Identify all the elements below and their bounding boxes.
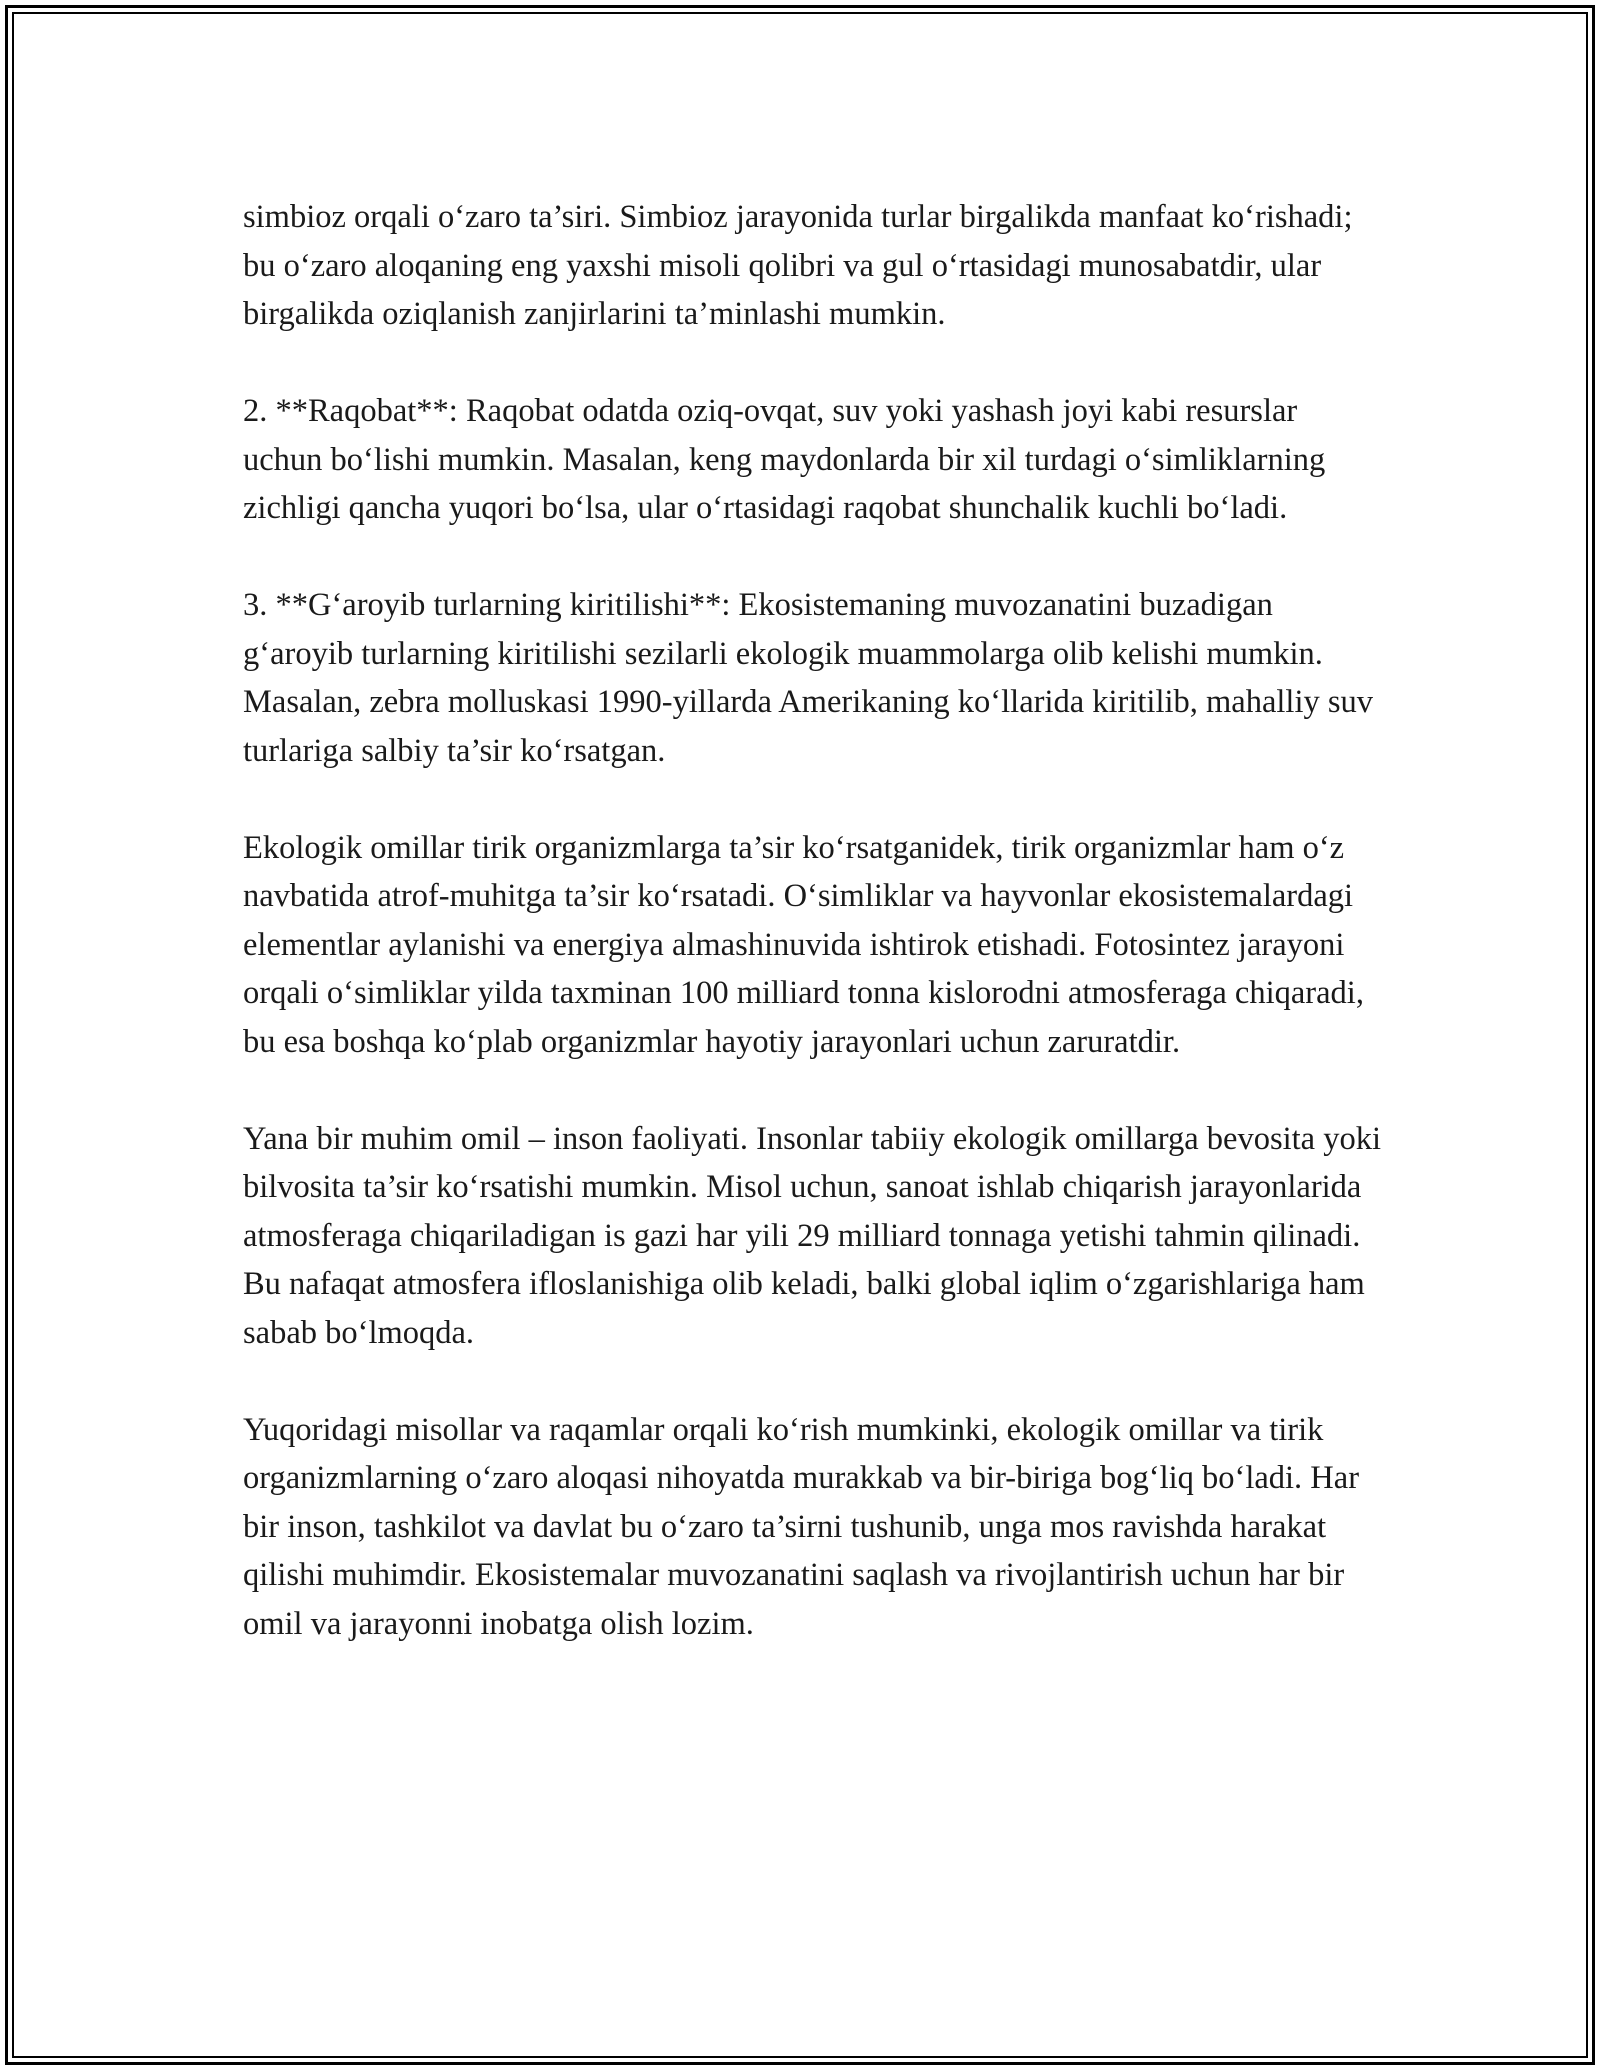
page-frame [5, 5, 1595, 2065]
document-body [243, 193, 1383, 1648]
paragraph-symbiosis: simbioz orqali o‘zaro ta’siri. Simbioz jarayonida turlar birgalikda manfaat ko‘rishadi; bu o‘zaro aloqaning eng yaxshi misoli qolibri va gul o‘rtasidagi munosabatdir, ular birgalikda oziqlanish zanjirlarini ta’minlashi mumkin. [243, 199, 1353, 332]
paragraph-conclusion: Yuqoridagi misollar va raqamlar orqali ko‘rish mumkinki, ekologik omillar va tirik organizmlarning o‘zaro aloqasi nihoyatda murakkab va bir-biriga bog‘liq bo‘ladi. Har bir inson, tashkilot va davlat bu o‘zaro ta’sirni tushunib, unga mos ravishda harakat qilishi muhimdir. Ekosistemalar muvozanatini saqlash va rivojlantirish uchun har bir omil va jarayonni inobatga olish lozim. [243, 1411, 1360, 1642]
paragraph-human-activity: Yana bir muhim omil – inson faoliyati. Insonlar tabiiy ekologik omillarga bevosita yoki bilvosita ta’sir ko‘rsatishi mumkin. Misol uchun, sanoat ishlab chiqarish jarayonlarida atmosferaga chiqariladigan is gazi har yili 29 milliard tonnaga yetishi tahmin qilinadi. Bu nafaqat atmosfera ifloslanishiga olib keladi, balki global iqlim o‘zgarishlariga ham sabab bo‘lmoqda. [243, 1120, 1381, 1351]
paragraph-competition: 2. **Raqobat**: Raqobat odatda oziq-ovqat, suv yoki yashash joyi kabi resurslar uchun bo‘lishi mumkin. Masalan, keng maydonlarda bir xil turdagi o‘simliklarning zichligi qancha yuqori bo‘lsa, ular o‘rtasidagi raqobat shunchalik kuchli bo‘ladi. [243, 393, 1326, 526]
paragraph-organisms-influence: Ekologik omillar tirik organizmlarga ta’sir ko‘rsatganidek, tirik organizmlar ham o‘z navbatida atrof-muhitga ta’sir ko‘rsatadi. O‘simliklar va hayvonlar ekosistemalardagi elementlar aylanishi va energiya almashinuvida ishtirok etishadi. Fotosintez jarayoni orqali o‘simliklar yilda taxminan 100 milliard tonna kislorodni atmosferaga chiqaradi, bu esa boshqa ko‘plab organizmlar hayotiy jarayonlari uchun zaruratdir. [243, 829, 1364, 1060]
paragraph-invasive-species: 3. **G‘aroyib turlarning kiritilishi**: Ekosistemaning muvozanatini buzadigan g‘aroyib turlarning kiritilishi sezilarli ekologik muammolarga olib kelishi mumkin. Masalan, zebra molluskasi 1990-yillarda Amerikaning ko‘llarida kiritilib, mahalliy suv turlariga salbiy ta’sir ko‘rsatgan. [243, 587, 1374, 769]
